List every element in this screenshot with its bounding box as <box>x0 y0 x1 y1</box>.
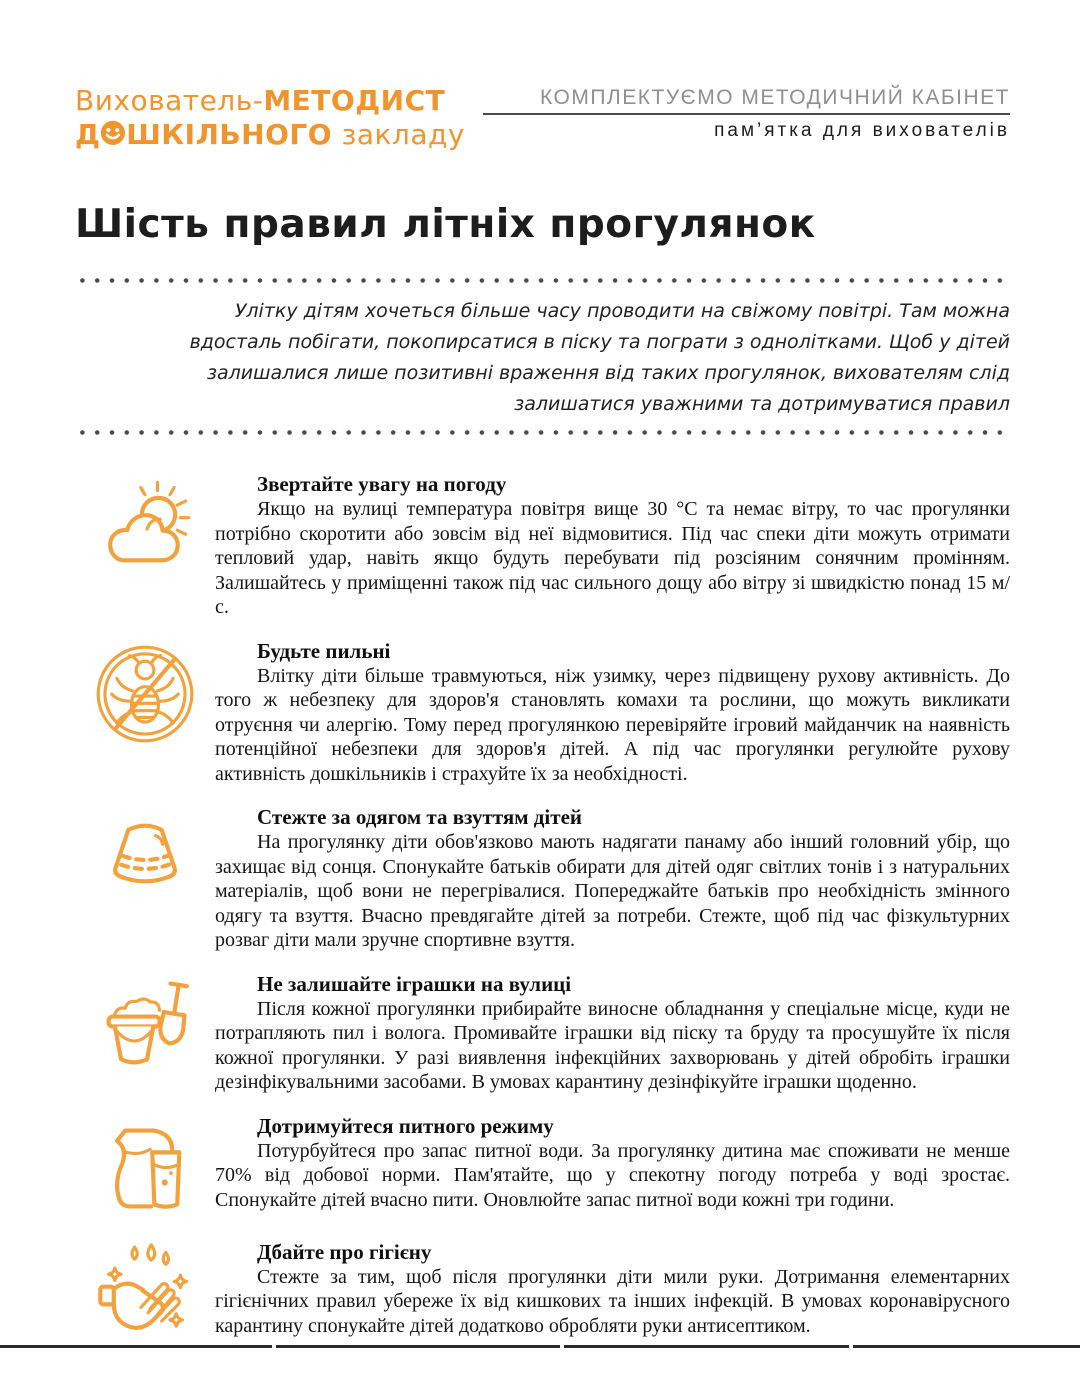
masthead-tagline: пам’ятка для вихователів <box>714 120 1010 141</box>
brand-logo <box>75 84 465 152</box>
dotted-divider-top <box>75 278 1010 283</box>
rule-body: Після кожної прогулянки прибирайте виносне обладнання у спеціальне місце, куди не потрапляють пил і волога. Промивайте іграшки від піску та бруду та просушуйте їх після кожної прогулянки. У разі виявлення інфекційних захворювань у дітей обробіть іграшки дезінфікувальними засобами. В умовах карантину дезінфікуйте іграшки щоденно. <box>215 997 1010 1093</box>
smiley-o-icon <box>100 120 126 146</box>
masthead <box>483 84 1010 142</box>
page-header <box>75 84 1010 152</box>
masthead-kicker: КОМПЛЕКТУЄМО МЕТОДИЧНИЙ КАБІНЕТ <box>483 86 1010 115</box>
brand-word-regular-2: закладу <box>332 118 465 151</box>
rule-body: Потурбуйтеся про запас питної води. За прогулянку дитина має споживати не менше 70% від добової норми. Пам'ятайте, що у спекотну погоду потреба у воді зростає. Спонукайте дітей вчасно пити. Оновлюйте запас питної води кожні три години. <box>215 1139 1010 1211</box>
washing-hands-icon <box>75 1239 215 1347</box>
rule-section-water <box>75 1113 1010 1221</box>
rule-section-clothing <box>75 804 1010 953</box>
brand-word-bold-2: ШКІЛЬНОГО <box>126 118 333 151</box>
rule-section-hygiene <box>75 1239 1010 1347</box>
no-insects-icon <box>75 638 215 787</box>
brand-line-2 <box>75 118 465 152</box>
brand-word-regular: Вихователь- <box>75 84 264 117</box>
footer-rule-segment <box>276 1345 560 1348</box>
rule-heading: Дбайте про гігієну <box>257 1239 432 1264</box>
brand-word-bold: МЕТОДИСТ <box>263 84 446 117</box>
rule-heading: Дотримуйтеся питного режиму <box>257 1113 554 1138</box>
rule-text <box>215 471 1010 620</box>
footer-rule-segment <box>564 1345 848 1348</box>
intro-paragraph: Улітку дітям хочеться більше часу проводити на свіжому повітрі. Там можна вдосталь побігати, покопирсатися в піску та пограти з однолітками. Щоб у дітей залишалися лише позитивні враження від таких прогулянок, вихователям слід залишатися уважними та дотримуватися правил <box>189 300 1010 415</box>
rule-text <box>215 804 1010 953</box>
brand-line-1 <box>75 84 465 118</box>
rule-heading: Не залишайте іграшки на вулиці <box>257 971 572 996</box>
rule-section-toys <box>75 971 1010 1095</box>
rule-body: На прогулянку діти обов'язково мають надягати панаму або інший головний убір, що захищає від сонця. Спонукайте батьків обирати для дітей одяг світлих тонів і з натуральних матеріалів, щоб вони не перегрівалися. Попереджайте батьків про необхідність змінного одягу та взуття. Вчасно превдягайте дітей за потреби. Стежте, щоб під час фізкультурних розваг діти мали зручне спортивне взуття. <box>215 831 1010 951</box>
footer-rule-segment <box>853 1345 1080 1348</box>
sand-bucket-shovel-icon <box>75 971 215 1095</box>
dotted-divider-bottom <box>75 430 1010 435</box>
rule-text <box>215 971 1010 1095</box>
brand-letter-d: Д <box>75 118 101 151</box>
footer-rule-segment <box>0 1345 272 1348</box>
page-title: Шість правил літніх прогулянок <box>75 202 816 247</box>
rule-heading: Будьте пильні <box>257 638 391 663</box>
rules-list <box>75 471 1010 1347</box>
rule-text <box>215 638 1010 787</box>
rule-body: Стежте за тим, щоб після прогулянки діти мили руки. Дотримання елементарних гігієнічних правил убереже їх від кишкових та інших інфекцій. В умовах коронавірусного карантину спонукайте дітей додатково обробляти руки антисептиком. <box>215 1265 1010 1337</box>
panama-hat-icon <box>75 804 215 953</box>
rule-body: Влітку діти більше травмуються, ніж узимку, через підвищену рухову активність. До того ж небезпеку для здоров'я становлять комахи та рослини, що можуть викликати отруєння чи алергію. Тому перед прогулянкою перевіряйте ігровий майданчик на наявність потенційної небезпеки для здоров'я дітей. А під час прогулянки регулюйте рухову активність дошкільників і страхуйте їх за необхідності. <box>215 664 1010 785</box>
rule-text <box>215 1239 1010 1347</box>
water-jug-glass-icon <box>75 1113 215 1221</box>
rule-section-weather <box>75 471 1010 620</box>
footer-rule <box>0 1345 1080 1348</box>
rule-heading: Звертайте увагу на погоду <box>257 472 507 496</box>
rule-text <box>215 1113 1010 1221</box>
rule-heading: Стежте за одягом та взуттям дітей <box>257 805 582 829</box>
sun-behind-cloud-icon <box>75 471 215 620</box>
rule-section-insects <box>75 638 1010 787</box>
rule-body: Якщо на вулиці температура повітря вище 30 °С та немає вітру, то час прогулянки потрібно скоротити або зовсім від неї відмовитися. Під час спеки діти можуть отримати тепловий удар, навіть якщо будуть перебувати під розсіяним сонячним промінням. Залишайтесь у приміщенні також під час сильного дощу або вітру зі швидкістю понад 15 м/с. <box>215 498 1010 618</box>
